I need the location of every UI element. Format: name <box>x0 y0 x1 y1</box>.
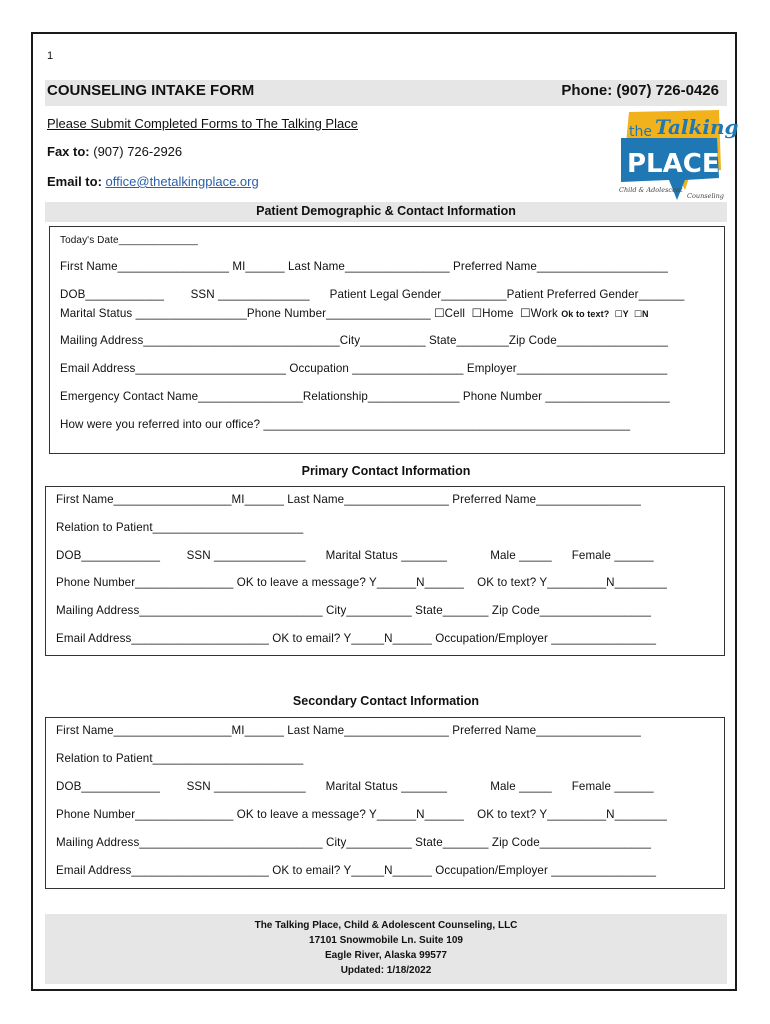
ok-to-text-option[interactable]: Ok to text? ☐Y ☐N <box>561 309 649 319</box>
patient-marital-phone-row[interactable] <box>60 306 649 320</box>
secondary-phone-row[interactable]: Phone Number_______________ OK to leave a message? Y______N______ OK to text? Y_________N________ <box>56 808 667 821</box>
fax-number: (907) 726-2926 <box>89 144 183 159</box>
secondary-email-row[interactable]: Email Address_____________________ OK to email? Y_____N______ Occupation/Employer ________________ <box>56 864 657 877</box>
footer-address-block <box>45 914 727 984</box>
emergency-contact-row[interactable]: Emergency Contact Name________________Relationship______________ Phone Number ___________________ <box>60 390 670 403</box>
primary-phone-row[interactable]: Phone Number_______________ OK to leave a message? Y______N______ OK to text? Y_________N________ <box>56 576 667 589</box>
demographic-box <box>49 226 725 454</box>
primary-address-row[interactable]: Mailing Address____________________________ City__________ State_______ Zip Code_________________ <box>56 604 652 617</box>
primary-relation-row[interactable]: Relation to Patient_______________________ <box>56 521 304 534</box>
secondary-box <box>45 717 725 889</box>
primary-heading: Primary Contact Information <box>301 464 471 478</box>
primary-box <box>45 486 725 656</box>
patient-address-row[interactable]: Mailing Address______________________________City__________ State________Zip Code_________________ <box>60 334 669 347</box>
page-number: 1 <box>47 50 54 62</box>
logo-the: the <box>629 124 652 140</box>
email-label: Email to: <box>47 174 102 189</box>
intake-form-page <box>31 32 737 991</box>
submit-instructions: Please Submit Completed Forms to The Talking Place <box>47 116 358 131</box>
footer-updated: Updated: 1/18/2022 <box>340 965 432 976</box>
logo-tagline-left: Child & Adolescent <box>619 186 683 194</box>
talking-place-logo <box>615 108 739 204</box>
footer-street: 17101 Snowmobile Ln. Suite 109 <box>309 935 463 946</box>
demographic-heading: Patient Demographic & Contact Information <box>256 204 516 218</box>
patient-name-row[interactable]: First Name_________________ MI______ Last Name________________ Preferred Name____________________ <box>60 260 668 273</box>
secondary-name-row[interactable]: First Name__________________MI______ Last Name________________ Preferred Name________________ <box>56 724 641 737</box>
secondary-heading: Secondary Contact Information <box>292 694 480 708</box>
primary-name-row[interactable]: First Name__________________MI______ Last Name________________ Preferred Name________________ <box>56 493 641 506</box>
logo-place: PLACE <box>627 149 720 179</box>
logo-talking: Talking <box>655 115 739 139</box>
email-link[interactable]: office@thetalkingplace.org <box>105 174 259 189</box>
logo-tagline-right: Counseling <box>687 192 724 200</box>
fax-label: Fax to: <box>47 144 90 159</box>
fax-line <box>47 144 182 159</box>
footer-city: Eagle River, Alaska 99577 <box>325 950 447 961</box>
primary-dob-row[interactable]: DOB____________ SSN ______________ Marital Status _______ Male _____ Female ______ <box>56 549 654 562</box>
todays-date-field[interactable]: Today's Date______________ <box>60 235 198 246</box>
referral-row[interactable]: How were you referred into our office? ________________________________________________________ <box>60 418 631 431</box>
office-phone: Phone: (907) 726-0426 <box>561 82 719 99</box>
secondary-dob-row[interactable]: DOB____________ SSN ______________ Marital Status _______ Male _____ Female ______ <box>56 780 654 793</box>
patient-email-occupation-row[interactable]: Email Address_______________________ Occupation _________________ Employer_______________________ <box>60 362 668 375</box>
marital-phone-text[interactable]: Marital Status _________________Phone Number________________ ☐Cell ☐Home ☐Work <box>60 307 562 320</box>
email-line <box>47 174 259 189</box>
secondary-relation-row[interactable]: Relation to Patient_______________________ <box>56 752 304 765</box>
secondary-address-row[interactable]: Mailing Address____________________________ City__________ State_______ Zip Code_________________ <box>56 836 652 849</box>
form-title: COUNSELING INTAKE FORM <box>47 82 255 99</box>
primary-email-row[interactable]: Email Address_____________________ OK to email? Y_____N______ Occupation/Employer ________________ <box>56 632 657 645</box>
patient-dob-ssn-gender-row[interactable]: DOB____________ SSN ______________ Patient Legal Gender__________Patient Preferred Gender_______ <box>60 288 685 301</box>
footer-company: The Talking Place, Child & Adolescent Counseling, LLC <box>254 920 518 931</box>
